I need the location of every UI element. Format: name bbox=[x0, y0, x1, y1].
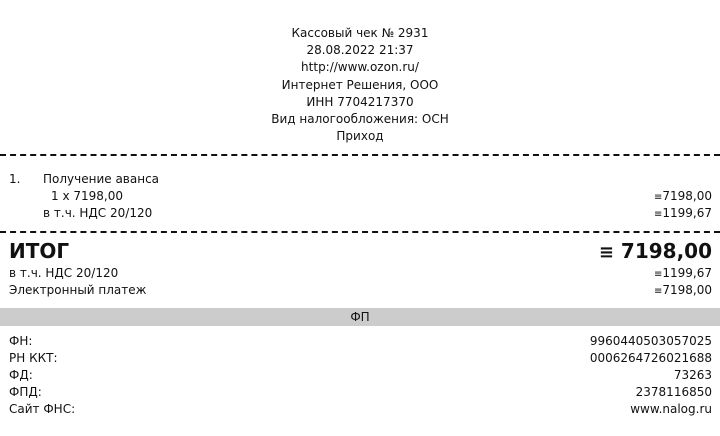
divider bbox=[0, 154, 720, 156]
item-name: Получение аванса bbox=[43, 172, 160, 186]
currency-icon: ≡ bbox=[598, 242, 614, 263]
tax-system: Вид налогообложения: ОСН bbox=[271, 112, 449, 127]
currency-icon: ≡ bbox=[653, 192, 663, 203]
fiscal-row bbox=[0, 367, 720, 384]
fiscal-value: 9960440503057025 bbox=[589, 334, 712, 348]
item-line-total: ≡7198,00 bbox=[653, 189, 712, 203]
fiscal-value: 73263 bbox=[673, 368, 712, 382]
fiscal-row bbox=[0, 333, 720, 350]
receipt-header bbox=[0, 25, 720, 145]
fiscal-row bbox=[0, 401, 720, 418]
item-name-row bbox=[0, 171, 720, 188]
fiscal-label: ФД: bbox=[9, 368, 33, 382]
total-vat-row bbox=[0, 265, 720, 282]
fiscal-row bbox=[0, 350, 720, 367]
operation-type: Приход bbox=[336, 129, 384, 144]
item-number: 1. bbox=[9, 172, 21, 186]
receipt-datetime: 28.08.2022 21:37 bbox=[306, 43, 414, 58]
item-vat-label: в т.ч. НДС 20/120 bbox=[43, 206, 153, 220]
seller-company: Интернет Решения, ООО bbox=[281, 77, 439, 92]
receipt-title: Кассовый чек № 2931 bbox=[291, 26, 429, 40]
item-vat-row bbox=[0, 205, 720, 222]
payment-amount: ≡7198,00 bbox=[653, 283, 712, 297]
seller-website: http://www.ozon.ru/ bbox=[301, 60, 419, 75]
fiscal-label: Сайт ФНС: bbox=[9, 402, 76, 416]
fns-website-link[interactable]: www.nalog.ru bbox=[630, 402, 712, 416]
fiscal-value: 0006264726021688 bbox=[589, 351, 712, 365]
total-vat-label: в т.ч. НДС 20/120 bbox=[9, 266, 119, 280]
item-price-row bbox=[0, 188, 720, 205]
total-amount: ≡ 7198,00 bbox=[598, 239, 712, 263]
fiscal-label: РН ККТ: bbox=[9, 351, 58, 365]
fiscal-label: ФН: bbox=[9, 334, 33, 348]
fiscal-row bbox=[0, 384, 720, 401]
item-vat-amount: ≡1199,67 bbox=[653, 206, 712, 220]
item-qty-price: 1 x 7198,00 bbox=[51, 189, 123, 203]
total-vat-amount: ≡1199,67 bbox=[653, 266, 712, 280]
fiscal-section-header: ФП bbox=[0, 308, 720, 326]
currency-icon: ≡ bbox=[653, 209, 663, 220]
payment-row bbox=[0, 282, 720, 299]
currency-icon: ≡ bbox=[653, 286, 663, 297]
payment-label: Электронный платеж bbox=[9, 283, 147, 297]
fiscal-label: ФПД: bbox=[9, 385, 42, 399]
divider bbox=[0, 231, 720, 233]
fiscal-value: 2378116850 bbox=[635, 385, 712, 399]
currency-icon: ≡ bbox=[653, 269, 663, 280]
total-row bbox=[0, 238, 720, 264]
seller-inn: ИНН 7704217370 bbox=[306, 94, 414, 109]
total-label: ИТОГ bbox=[9, 239, 70, 263]
